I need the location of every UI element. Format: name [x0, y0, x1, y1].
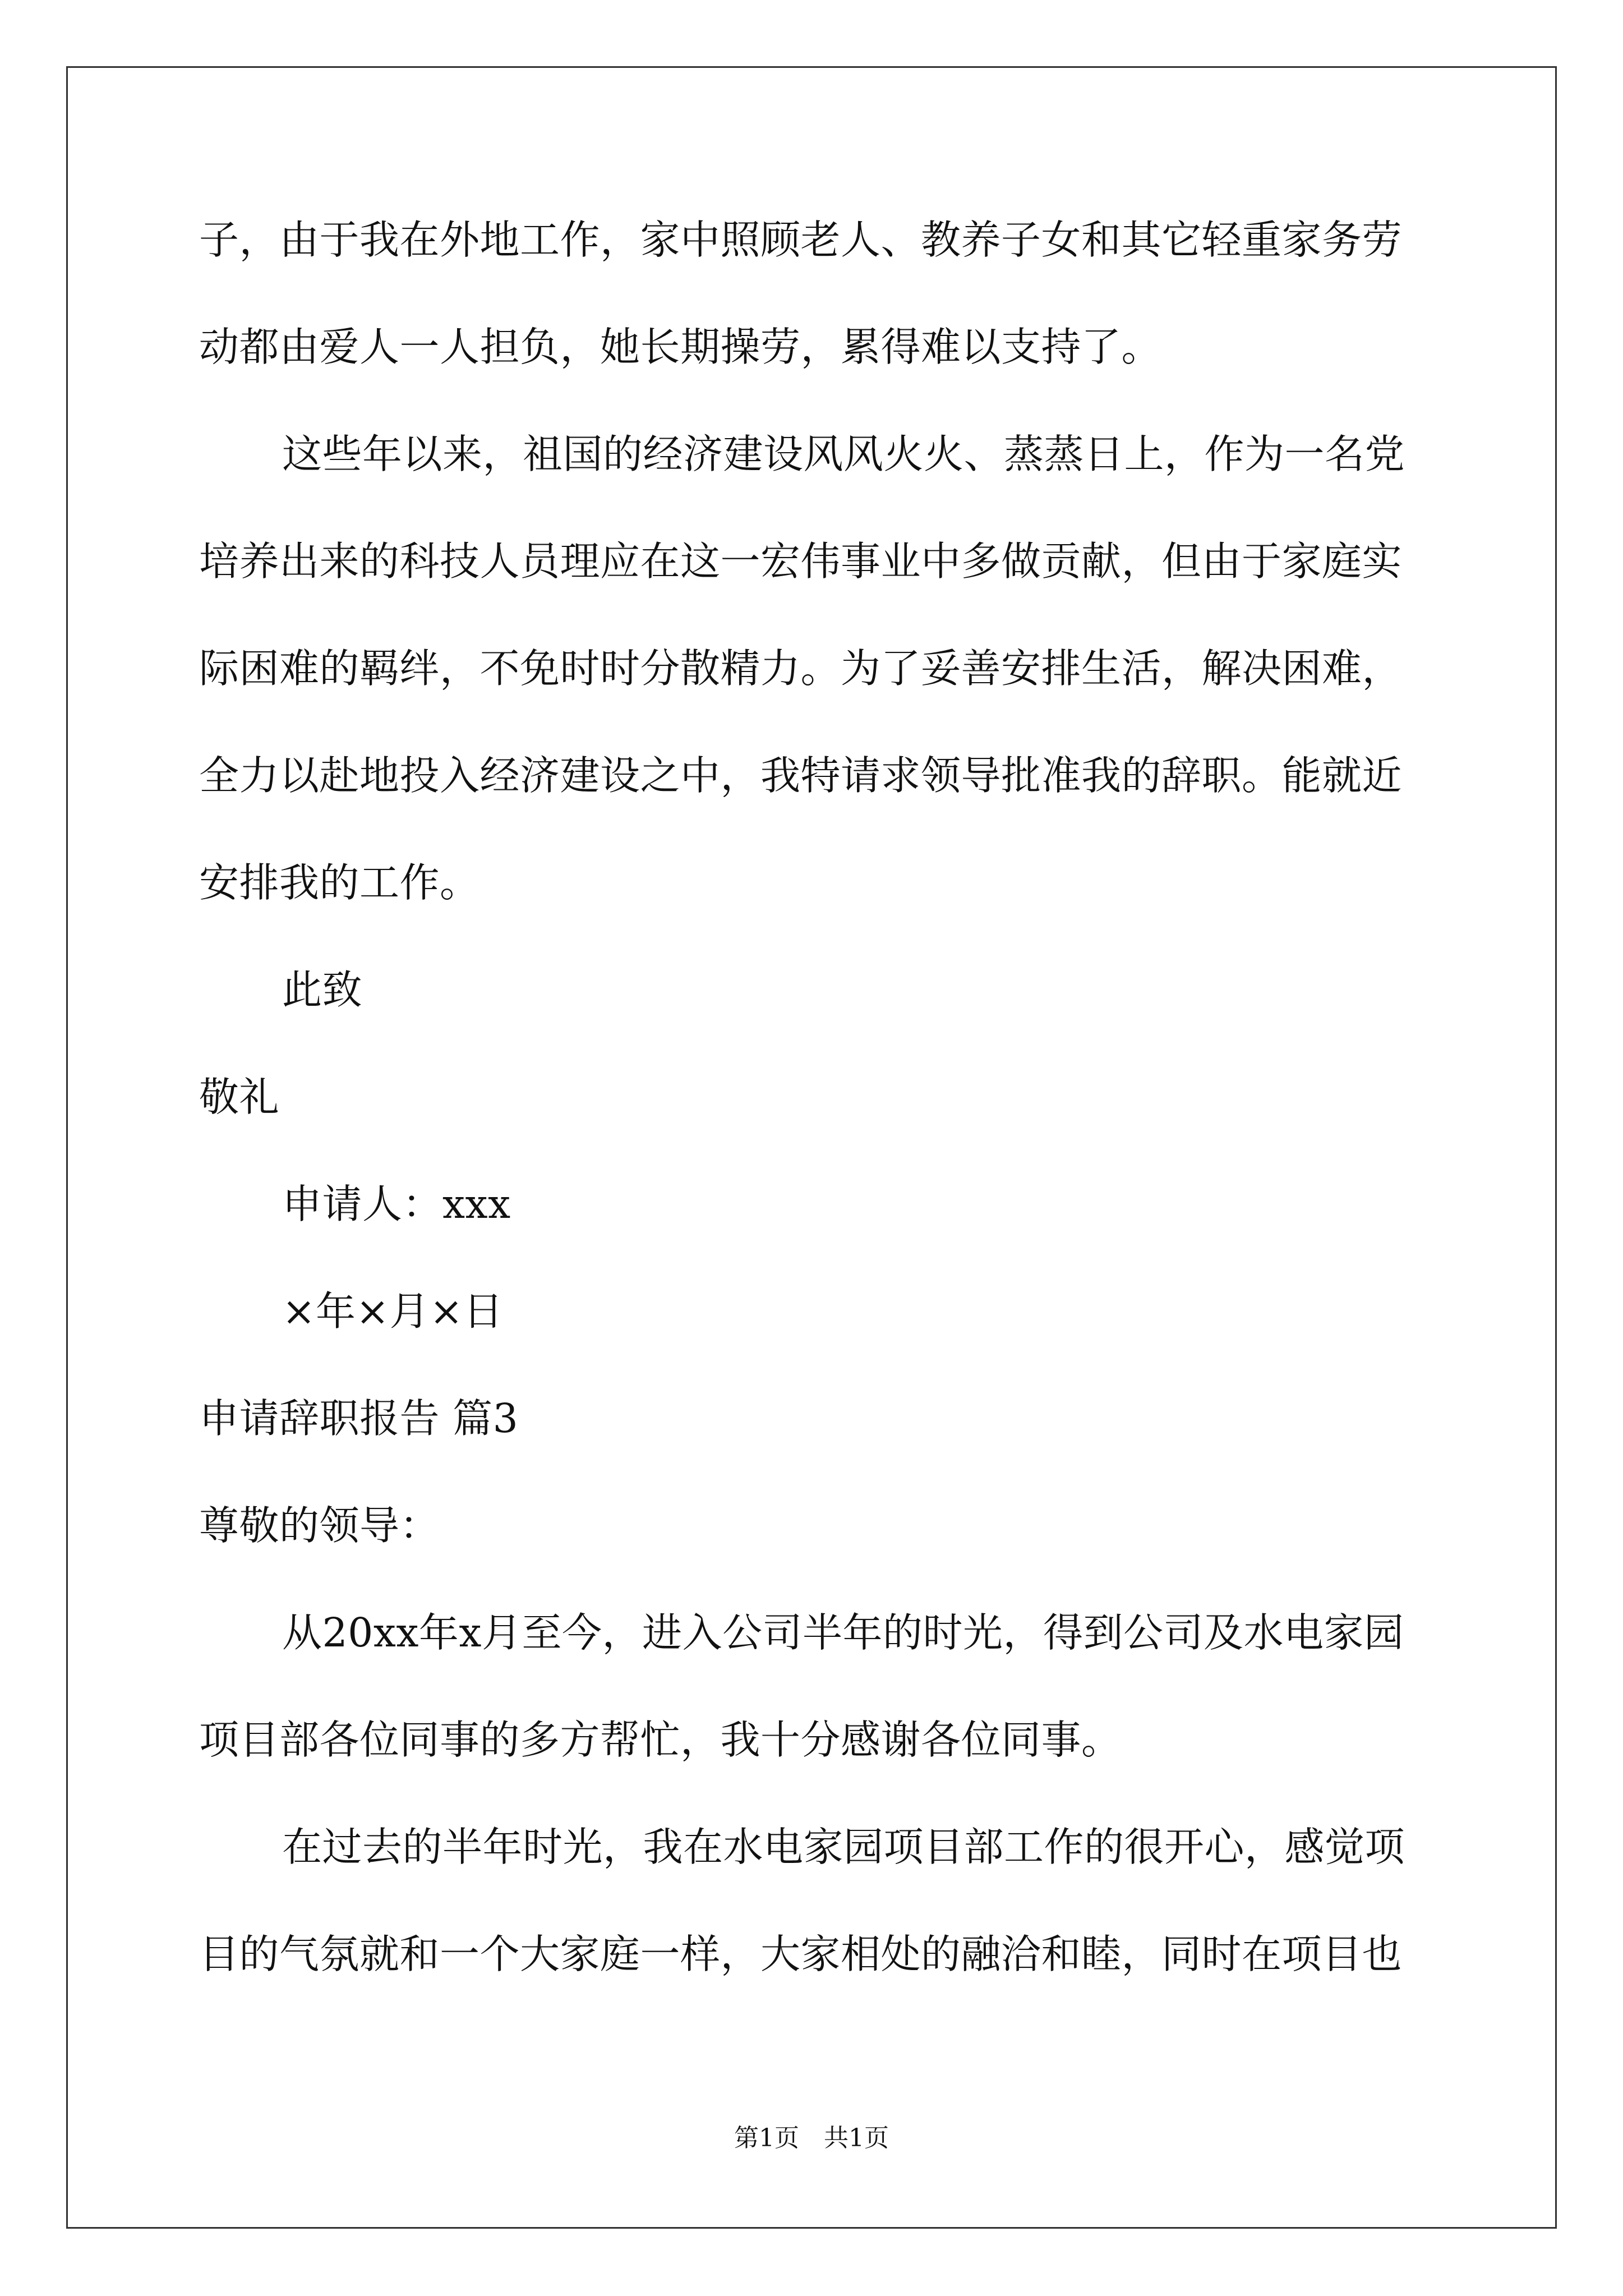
- text-line: 培养出来的科技人员理应在这一宏伟事业中多做贡献，但由于家庭实: [199, 538, 1403, 585]
- document-body: [199, 213, 1427, 2035]
- text-line: 全力以赴地投入经济建设之中，我特请求领导批准我的辞职。能就近: [199, 752, 1403, 799]
- page-footer: [0, 2122, 1623, 2155]
- text-line: 在过去的半年时光，我在水电家园项目部工作的很开心，感觉项: [282, 1824, 1405, 1870]
- text-line: 从20xx年x月至今，进入公司半年的时光，得到公司及水电家园: [282, 1609, 1404, 1656]
- text-line: 际困难的羁绊，不免时时分散精力。为了妥善安排生活，解决困难，: [199, 645, 1403, 692]
- section-heading: 申请辞职报告 篇3: [199, 1395, 519, 1442]
- applicant-signature: 申请人：xxx: [282, 1181, 511, 1227]
- text-line: 目的气氛就和一个大家庭一样，大家相处的融洽和睦，同时在项目也: [199, 1931, 1403, 1977]
- page-number: 第1页: [734, 2124, 799, 2152]
- signature-date: ×年×月×日: [282, 1288, 504, 1335]
- text-line: 项目部各位同事的多方帮忙，我十分感谢各位同事。: [199, 1717, 1122, 1763]
- text-line: 安排我的工作。: [199, 859, 480, 906]
- letter-greeting: 尊敬的领导：: [199, 1502, 440, 1549]
- closing-regards: 敬礼: [199, 1074, 280, 1120]
- page-total: 共1页: [824, 2124, 889, 2152]
- text-line: 子，由于我在外地工作，家中照顾老人、教养子女和其它轻重家务劳: [199, 217, 1403, 263]
- text-line: 动都由爱人一人担负，她长期操劳，累得难以支持了。: [199, 324, 1162, 370]
- text-line: 这些年以来，祖国的经济建设风风火火、蒸蒸日上，作为一名党: [282, 431, 1405, 477]
- closing-salutation: 此致: [282, 967, 363, 1013]
